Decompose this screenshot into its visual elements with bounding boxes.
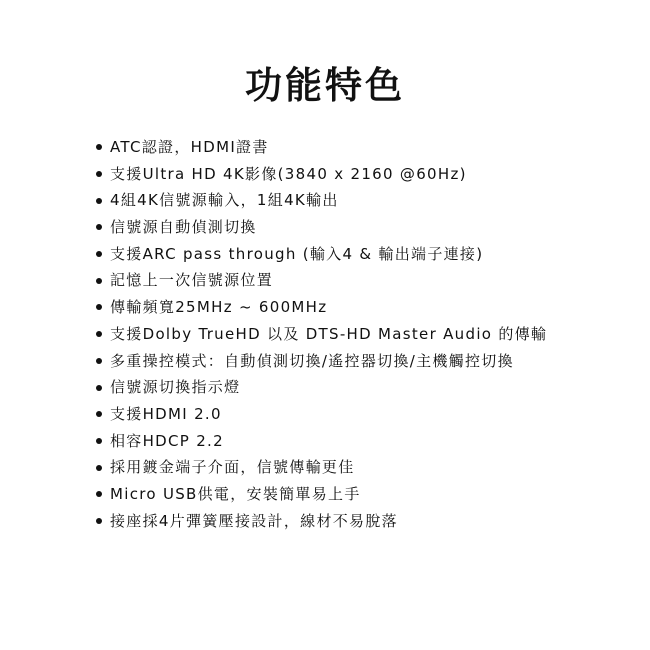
list-item [96,241,636,268]
bullet-dot-icon [96,411,102,417]
bullet-dot-icon [96,304,102,310]
list-item [96,454,636,481]
list-item [96,508,636,535]
list-item [96,401,636,428]
list-item [96,348,636,375]
bullet-dot-icon [96,278,102,284]
bullet-dot-icon [96,251,102,257]
feature-text: Micro USB供電，安裝簡單易上手 [110,484,361,503]
list-item [96,374,636,401]
bullet-dot-icon [96,198,102,204]
list-item [96,214,636,241]
bullet-dot-icon [96,518,102,524]
bullet-dot-icon [96,144,102,150]
feature-text: 信號源自動偵測切換 [110,218,257,237]
list-item [96,321,636,348]
list-item [96,187,636,214]
feature-list [96,134,636,534]
bullet-dot-icon [96,331,102,337]
bullet-dot-icon [96,385,102,391]
list-item [96,428,636,455]
bullet-dot-icon [96,224,102,230]
feature-text: 支援Ultra HD 4K影像(3840 x 2160 @60Hz) [110,164,467,183]
list-item [96,294,636,321]
feature-text: 支援Dolby TrueHD 以及 DTS-HD Master Audio 的傳輸 [110,324,548,343]
feature-text: 傳輸頻寬25MHz ~ 600MHz [110,298,328,317]
bullet-dot-icon [96,491,102,497]
feature-text: 多重操控模式：自動偵測切換/遙控器切換/主機觸控切換 [110,351,514,370]
page-title: 功能特色 [245,64,405,107]
bullet-dot-icon [96,465,102,471]
feature-text: 記憶上一次信號源位置 [110,271,274,290]
feature-text: 支援ARC pass through (輸入4 & 輸出端子連接) [110,244,484,263]
bullet-dot-icon [96,171,102,177]
list-item [96,267,636,294]
feature-text: 接座採4片彈簧壓接設計，線材不易脫落 [110,511,398,530]
bullet-dot-icon [96,358,102,364]
feature-text: 支援HDMI 2.0 [110,404,222,423]
list-item [96,481,636,508]
feature-text: 採用鍍金端子介面，信號傳輸更佳 [110,458,355,477]
feature-text: ATC認證，HDMI證書 [110,138,269,156]
list-item [96,161,636,188]
list-item [96,134,636,161]
feature-text: 相容HDCP 2.2 [110,431,224,450]
bullet-dot-icon [96,438,102,444]
feature-text: 4組4K信號源輸入，1組4K輸出 [110,191,339,210]
feature-text: 信號源切換指示燈 [110,378,241,397]
